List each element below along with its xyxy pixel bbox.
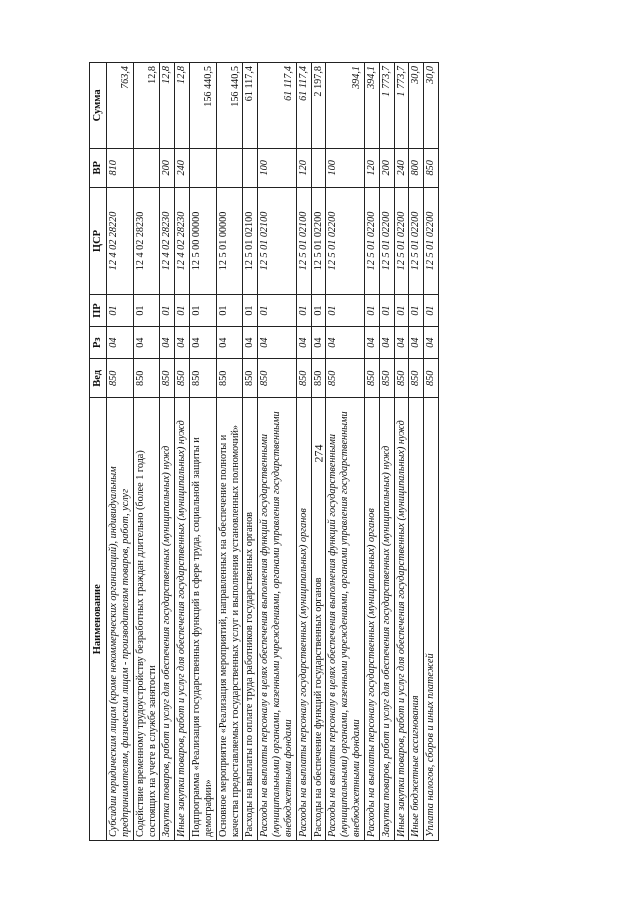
cell-sum: 1 773,7 [394, 63, 409, 149]
cell-csr: 12 5 01 02100 [258, 187, 296, 294]
cell-pr: 01 [311, 295, 326, 327]
cell-vr: 100 [326, 148, 364, 187]
table-row [409, 63, 424, 841]
cell-ved: 850 [107, 359, 134, 398]
cell-name: Расходы на выплаты персоналу в целях обеспечения выполнения функций государственными (муниципальными) органами, казенными учреждениями, органами управления государственными внебюджетными фондами [326, 398, 364, 841]
cell-vr: 800 [409, 148, 424, 187]
cell-pr: 01 [394, 295, 409, 327]
cell-sum: 12,8 [133, 63, 160, 149]
table-row [424, 63, 439, 841]
cell-csr: 12 5 01 02200 [409, 187, 424, 294]
cell-pr: 01 [364, 295, 379, 327]
cell-ved: 850 [409, 359, 424, 398]
cell-pr: 01 [175, 295, 190, 327]
table-row [133, 63, 160, 841]
cell-vr [190, 148, 217, 187]
cell-rz: 04 [160, 327, 175, 359]
cell-ved: 850 [133, 359, 160, 398]
cell-name: Расходы на выплаты персоналу в целях обеспечения выполнения функций государственными (муниципальными) органами, казенными учреждениями, органами управления государственными внебюджетными фондами [258, 398, 296, 841]
budget-table-rotated [89, 62, 546, 841]
cell-sum: 12,8 [160, 63, 175, 149]
cell-rz: 04 [424, 327, 439, 359]
cell-csr: 12 5 01 00000 [216, 187, 243, 294]
cell-rz: 04 [379, 327, 394, 359]
cell-pr: 01 [424, 295, 439, 327]
cell-ved: 850 [379, 359, 394, 398]
cell-vr: 810 [107, 148, 134, 187]
cell-pr: 01 [243, 295, 258, 327]
cell-pr: 01 [258, 295, 296, 327]
cell-csr: 12 5 01 02200 [364, 187, 379, 294]
cell-rz: 04 [326, 327, 364, 359]
cell-csr: 12 5 01 02200 [424, 187, 439, 294]
cell-rz: 04 [133, 327, 160, 359]
cell-ved: 850 [175, 359, 190, 398]
header-vr: ВР [90, 148, 107, 187]
cell-csr: 12 5 01 02100 [243, 187, 258, 294]
cell-rz: 04 [258, 327, 296, 359]
table-row [216, 63, 243, 841]
cell-name: Уплата налогов, сборов и иных платежей [424, 398, 439, 841]
cell-name: Субсидии юридическим лицам (кроме некоммерческих организаций), индивидуальным предпринимателям, физическим лицам - производителям товаров, работ, услуг [107, 398, 134, 841]
table-row [364, 63, 379, 841]
cell-sum: 1 773,7 [379, 63, 394, 149]
cell-pr: 01 [216, 295, 243, 327]
cell-ved: 850 [216, 359, 243, 398]
table-header-row [90, 63, 107, 841]
budget-table [89, 62, 439, 841]
header-pr: ПР [90, 295, 107, 327]
header-name: Наименование [90, 398, 107, 841]
cell-name: Основное мероприятие «Реализация мероприятий, направленных на обеспечение полноты и качества предоставляемых государственных услуг и выполнения установленных полномочий» [216, 398, 243, 841]
cell-sum: 763,4 [107, 63, 134, 149]
cell-ved: 850 [394, 359, 409, 398]
cell-vr: 200 [160, 148, 175, 187]
table-row [258, 63, 296, 841]
cell-sum: 12,8 [175, 63, 190, 149]
table-row [160, 63, 175, 841]
header-rz: Рз [90, 327, 107, 359]
cell-sum: 30,0 [424, 63, 439, 149]
cell-ved: 850 [364, 359, 379, 398]
table-row [379, 63, 394, 841]
cell-pr: 01 [133, 295, 160, 327]
cell-csr: 12 5 01 02200 [379, 187, 394, 294]
cell-rz: 04 [243, 327, 258, 359]
cell-sum: 394,1 [364, 63, 379, 149]
cell-ved: 850 [326, 359, 364, 398]
cell-vr: 120 [364, 148, 379, 187]
cell-name: Закупка товаров, работ и услуг для обеспечения государственных (муниципальных) нужд [160, 398, 175, 841]
header-csr: ЦСР [90, 187, 107, 294]
cell-csr: 12 5 00 00000 [190, 187, 217, 294]
header-ved: Вед [90, 359, 107, 398]
cell-rz: 04 [394, 327, 409, 359]
cell-csr: 12 5 01 02200 [394, 187, 409, 294]
cell-vr: 240 [394, 148, 409, 187]
cell-pr: 01 [379, 295, 394, 327]
cell-sum: 394,1 [326, 63, 364, 149]
cell-name: Расходы на выплаты персоналу государственных (муниципальных) органов [296, 398, 311, 841]
cell-rz: 04 [190, 327, 217, 359]
cell-name: Иные закупки товаров, работ и услуг для обеспечения государственных (муниципальных) нужд [175, 398, 190, 841]
cell-pr: 01 [190, 295, 217, 327]
table-row [190, 63, 217, 841]
cell-csr: 12 4 02 28230 [133, 187, 160, 294]
cell-csr: 12 4 02 28220 [107, 187, 134, 294]
cell-csr: 12 5 01 02200 [311, 187, 326, 294]
cell-rz: 04 [409, 327, 424, 359]
cell-pr: 01 [296, 295, 311, 327]
cell-pr: 01 [326, 295, 364, 327]
table-row [311, 63, 326, 841]
cell-name: Расходы на выплаты по оплате труда работников государственных органов [243, 398, 258, 841]
cell-ved: 850 [190, 359, 217, 398]
cell-vr [216, 148, 243, 187]
cell-vr [243, 148, 258, 187]
table-row [107, 63, 134, 841]
cell-rz: 04 [107, 327, 134, 359]
cell-ved: 850 [258, 359, 296, 398]
cell-pr: 01 [409, 295, 424, 327]
cell-ved: 850 [160, 359, 175, 398]
page-number: 274 [311, 444, 326, 463]
table-row [243, 63, 258, 841]
cell-vr [311, 148, 326, 187]
cell-ved: 850 [311, 359, 326, 398]
cell-sum: 61 117,4 [243, 63, 258, 149]
cell-vr: 120 [296, 148, 311, 187]
cell-rz: 04 [311, 327, 326, 359]
cell-vr [133, 148, 160, 187]
cell-sum: 156 440,5 [190, 63, 217, 149]
cell-csr: 12 4 02 28230 [160, 187, 175, 294]
cell-rz: 04 [296, 327, 311, 359]
cell-name: Иные закупки товаров, работ и услуг для обеспечения государственных (муниципальных) нужд [394, 398, 409, 841]
cell-csr: 12 4 02 28230 [175, 187, 190, 294]
cell-sum: 30,0 [409, 63, 424, 149]
cell-sum: 156 440,5 [216, 63, 243, 149]
table-row [296, 63, 311, 841]
cell-sum: 61 117,4 [296, 63, 311, 149]
cell-sum: 61 117,4 [258, 63, 296, 149]
cell-vr: 850 [424, 148, 439, 187]
cell-vr: 100 [258, 148, 296, 187]
cell-name: Расходы на обеспечение функций государственных органов [311, 398, 326, 841]
cell-vr: 240 [175, 148, 190, 187]
cell-rz: 04 [216, 327, 243, 359]
cell-name: Подпрограмма «Реализация государственных функций в сфере труда, социальной защиты и демографии» [190, 398, 217, 841]
cell-ved: 850 [296, 359, 311, 398]
cell-pr: 01 [107, 295, 134, 327]
cell-name: Иные бюджетные ассигнования [409, 398, 424, 841]
cell-name: Содействие временному трудоустройству безработных граждан длительно (более 1 года) состоящих на учете в службе занятости [133, 398, 160, 841]
cell-rz: 04 [364, 327, 379, 359]
cell-sum: 2 197,8 [311, 63, 326, 149]
table-row [326, 63, 364, 841]
cell-name: Расходы на выплаты персоналу государственных (муниципальных) органов [364, 398, 379, 841]
cell-ved: 850 [243, 359, 258, 398]
table-row [175, 63, 190, 841]
cell-csr: 12 5 01 02100 [296, 187, 311, 294]
cell-name: Закупка товаров, работ и услуг для обеспечения государственных (муниципальных) нужд [379, 398, 394, 841]
header-sum: Сумма [90, 63, 107, 149]
cell-pr: 01 [160, 295, 175, 327]
cell-vr: 200 [379, 148, 394, 187]
table-row [394, 63, 409, 841]
cell-ved: 850 [424, 359, 439, 398]
table-body [107, 63, 439, 841]
cell-rz: 04 [175, 327, 190, 359]
cell-csr: 12 5 01 02200 [326, 187, 364, 294]
